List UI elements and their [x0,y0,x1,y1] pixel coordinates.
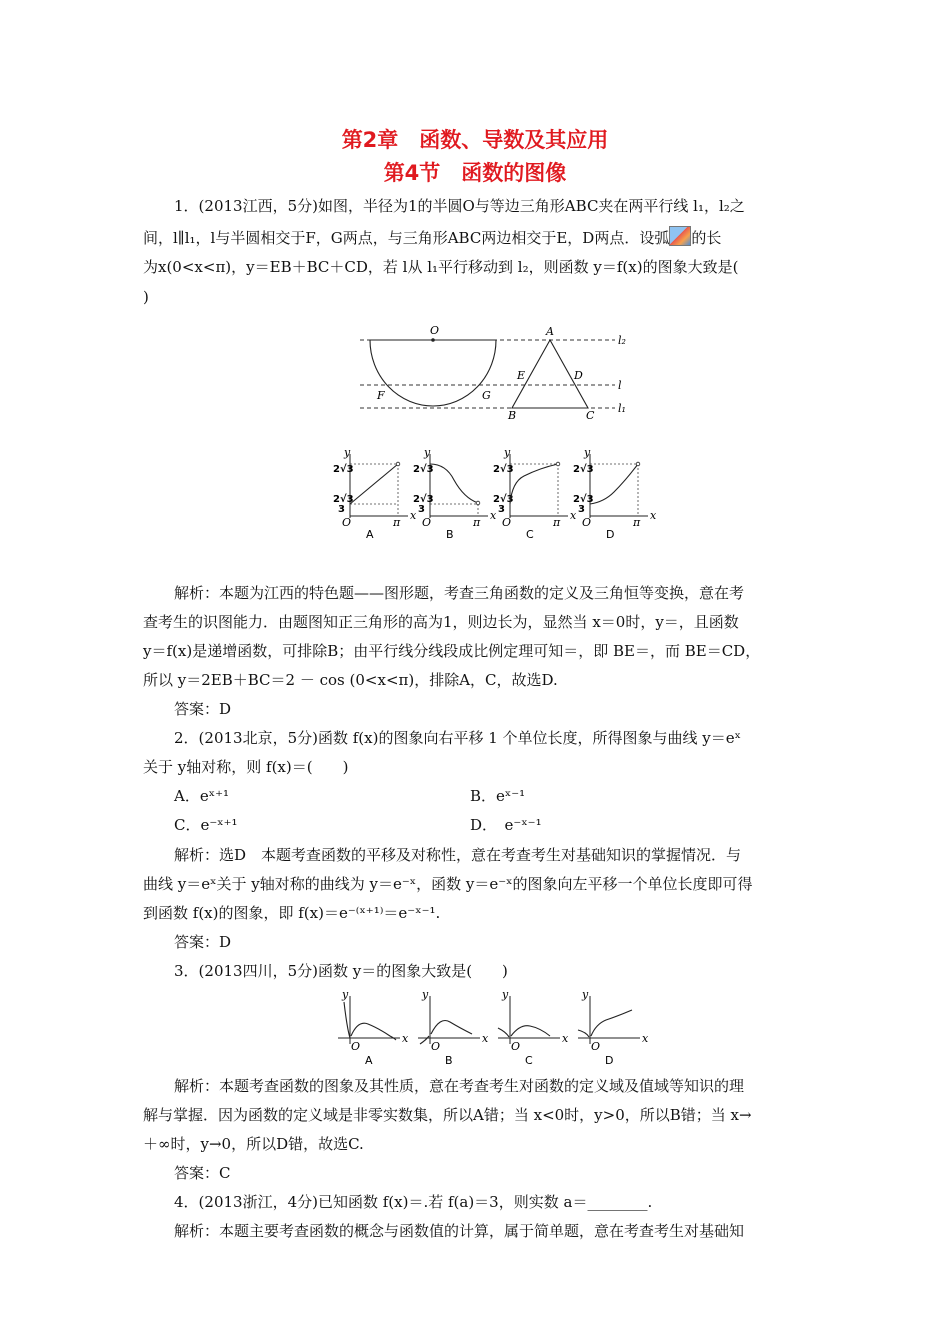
svg-text:y: y [422,988,429,1001]
q3-answer: 答案：C [174,1164,231,1182]
svg-text:O: O [342,516,352,529]
svg-text:x: x [482,1032,489,1045]
svg-text:y: y [584,446,591,459]
graph-d [573,446,657,541]
svg-text:2√3: 2√3 [333,494,354,505]
q1-line4: ) [143,288,149,306]
q3-analysis-3: ＋∞时，y→0，所以D错，故选C. [143,1135,364,1153]
label-f: F [377,389,385,402]
label-l2: l₂ [618,334,626,347]
label-d: D [574,369,583,382]
svg-text:O: O [351,1040,361,1053]
svg-text:π: π [393,516,401,529]
svg-text:D: D [606,528,615,541]
svg-text:A: A [366,528,374,541]
svg-text:A: A [365,1054,373,1067]
svg-text:3: 3 [418,504,425,515]
svg-text:B: B [446,528,454,541]
graph-c [493,446,577,541]
label-b: B [508,409,517,422]
arc-image-icon [669,226,691,246]
q3-line1: 3．(2013四川，5分)函数 y＝的图象大致是( ) [174,962,508,980]
svg-text:O: O [511,1040,521,1053]
svg-text:x: x [570,509,577,522]
svg-text:2√3: 2√3 [413,464,434,475]
q4-line1: 4．(2013浙江，4分)已知函数 f(x)＝.若 f(a)＝3，则实数 a＝________. [174,1193,653,1211]
label-g: G [482,389,491,402]
q3-graph-b [418,988,489,1067]
center-point [431,338,435,342]
svg-text:y: y [582,988,589,1001]
q4-analysis: 解析：本题主要考查函数的概念与函数值的计算，属于简单题，意在考查考生对基础知 [174,1222,745,1240]
graph-a [333,446,417,541]
svg-text:π: π [633,516,641,529]
q3-graph-a [338,988,409,1067]
chapter-title: 第2章 函数、导数及其应用 [341,128,609,152]
q1-line2-tail: 的长 [691,229,722,247]
svg-text:x: x [562,1032,569,1045]
svg-text:π: π [553,516,561,529]
q2-option-b: B．eˣ⁻¹ [470,787,526,805]
svg-text:O: O [591,1040,601,1053]
svg-text:y: y [342,988,349,1001]
svg-text:y: y [504,446,511,459]
svg-text:x: x [650,509,657,522]
q2-analysis-3: 到函数 f(x)的图象，即 f(x)＝e⁻⁽ˣ⁺¹⁾＝e⁻ˣ⁻¹. [143,904,441,922]
svg-text:y: y [424,446,431,459]
label-o: O [430,324,440,337]
q2-analysis-2: 曲线 y＝eˣ关于 y轴对称的曲线为 y＝e⁻ˣ，函数 y＝e⁻ˣ的图象向左平移一个单位长度即可得 [143,875,753,893]
q2-option-d: D． e⁻ˣ⁻¹ [470,816,542,834]
q1-line1: 1．(2013江西，5分)如图，半径为1的半圆O与等边三角形ABC夹在两平行线 l₁，l₂之 [174,197,745,215]
svg-text:y: y [344,446,351,459]
q2-line2: 关于 y轴对称，则 f(x)＝( ) [143,758,349,776]
svg-text:2√3: 2√3 [413,494,434,505]
label-e: E [517,369,526,382]
q1-analysis-3: y＝f(x)是递增函数，可排除B；由平行线分线段成比例定理可知＝，即 BE＝，而 BE＝CD， [143,642,761,660]
q1-analysis-2: 查考生的识图能力．由题图知正三角形的高为1，则边长为，显然当 x＝0时，y＝，且函数 [143,613,739,631]
label-l1: l₁ [618,402,626,415]
svg-text:x: x [490,509,497,522]
svg-text:C: C [525,1054,533,1067]
svg-text:B: B [445,1054,453,1067]
q2-option-c: C．e⁻ˣ⁺¹ [174,816,238,834]
svg-text:2√3: 2√3 [493,494,514,505]
label-l: l [618,379,622,392]
q1-analysis-4: 所以 y＝2EB＋BC＝2 － cos (0<x<π)，排除A，C，故选D. [143,671,558,689]
q3-option-graphs [330,990,660,1070]
svg-text:x: x [402,1032,409,1045]
svg-text:O: O [502,516,512,529]
label-c: C [586,409,595,422]
svg-text:C: C [526,528,534,541]
svg-text:x: x [642,1032,649,1045]
q2-analysis-1: 解析：选D 本题考查函数的平移及对称性，意在考查考生对基础知识的掌握情况．与 [174,846,742,864]
q1-geometry-figure [340,322,640,422]
q3-graph-d [578,988,649,1067]
svg-text:O: O [422,516,432,529]
section-title: 第4节 函数的图像 [383,161,567,185]
svg-text:D: D [605,1054,614,1067]
graph-b [413,446,497,541]
q1-line2 [143,226,813,248]
q2-line1: 2．(2013北京，5分)函数 f(x)的图象向右平移 1 个单位长度，所得图象与曲线 y＝eˣ [174,729,742,747]
svg-text:3: 3 [498,504,505,515]
svg-text:2√3: 2√3 [573,494,594,505]
svg-text:2√3: 2√3 [493,464,514,475]
q2-option-a: A．eˣ⁺¹ [174,787,229,805]
svg-text:3: 3 [338,504,345,515]
svg-text:y: y [502,988,509,1001]
q1-answer: 答案：D [174,700,232,718]
label-a: A [546,325,554,338]
q1-line2-text: 间，l∥l₁，l与半圆相交于F，G两点，与三角形ABC两边相交于E，D两点．设弧 [143,229,670,247]
semicircle [370,340,496,406]
svg-text:O: O [431,1040,441,1053]
q3-graph-c [498,988,569,1067]
q2-answer: 答案：D [174,933,232,951]
q1-analysis-1: 解析：本题为江西的特色题——图形题，考查三角函数的定义及三角恒等变换，意在考 [174,584,745,602]
q3-analysis-2: 解与掌握．因为函数的定义域是非零实数集，所以A错；当 x<0时，y>0，所以B错；当 x→ [143,1106,752,1124]
svg-text:π: π [473,516,481,529]
svg-text:O: O [582,516,592,529]
svg-text:2√3: 2√3 [573,464,594,475]
q1-line3: 为x(0<x<π)，y＝EB＋BC＋CD，若 l从 l₁平行移动到 l₂，则函数 y＝f(x)的图象大致是( [143,258,739,276]
svg-text:x: x [410,509,417,522]
q1-option-graphs [330,446,660,542]
q3-analysis-1: 解析：本题考查函数的图象及其性质，意在考查考生对函数的定义域及值域等知识的理 [174,1077,745,1095]
svg-text:2√3: 2√3 [333,464,354,475]
svg-text:3: 3 [578,504,585,515]
